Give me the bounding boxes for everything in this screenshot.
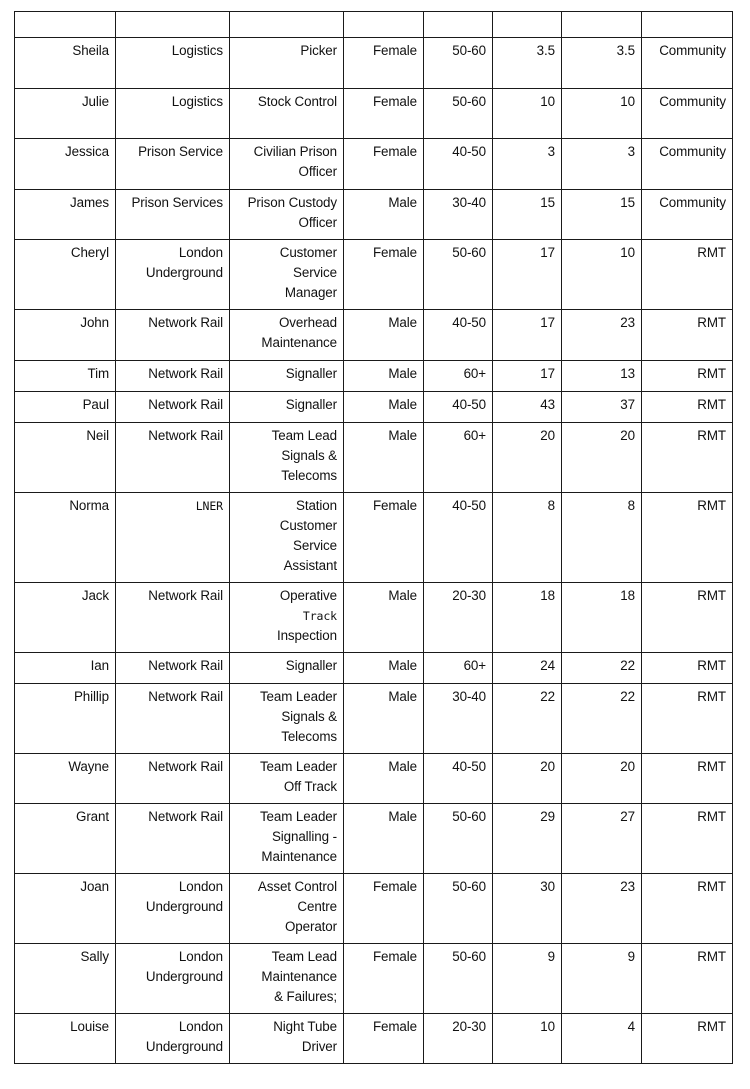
organisation-cell [116, 944, 230, 1014]
gender-cell: Male [344, 804, 424, 874]
union-cell: RMT [642, 392, 733, 423]
age-cell: 60+ [424, 653, 493, 684]
age-cell: 40-50 [424, 392, 493, 423]
role-cell-line: Off Track [283, 779, 337, 794]
role-cell-line: Service [293, 538, 337, 553]
name-cell: Joan [15, 874, 116, 944]
header-cell [642, 12, 733, 38]
value-a-cell: 22 [493, 684, 562, 754]
role-cell-line: Team Leader [259, 689, 337, 704]
role-cell [230, 754, 344, 804]
value-b-cell: 20 [562, 754, 642, 804]
name-cell: Neil [15, 423, 116, 493]
value-b-cell: 23 [562, 874, 642, 944]
organisation-cell [116, 423, 230, 493]
organisation-cell [116, 392, 230, 423]
table-body [15, 12, 733, 1064]
name-cell: Jack [15, 583, 116, 653]
name-cell: Julie [15, 89, 116, 139]
union-cell: RMT [642, 874, 733, 944]
value-a-cell: 10 [493, 89, 562, 139]
role-cell [230, 1014, 344, 1064]
value-b-cell: 9 [562, 944, 642, 1014]
role-cell-line: Signaller [285, 658, 337, 673]
value-a-cell: 20 [493, 754, 562, 804]
role-cell-line: Signals & [281, 448, 337, 463]
organisation-cell [116, 1014, 230, 1064]
value-b-cell: 18 [562, 583, 642, 653]
role-cell-line: Stock Control [257, 94, 337, 109]
union-cell: RMT [642, 493, 733, 583]
union-cell: RMT [642, 684, 733, 754]
role-cell-line: Signaller [285, 397, 337, 412]
age-cell: 20-30 [424, 1014, 493, 1064]
value-a-cell: 24 [493, 653, 562, 684]
name-cell: Phillip [15, 684, 116, 754]
organisation-cell-line: Network Rail [148, 366, 223, 381]
value-a-cell: 20 [493, 423, 562, 493]
gender-cell: Male [344, 392, 424, 423]
value-b-cell: 10 [562, 89, 642, 139]
table-row [15, 1014, 733, 1064]
organisation-cell [116, 804, 230, 874]
value-a-cell: 30 [493, 874, 562, 944]
gender-cell: Male [344, 361, 424, 392]
value-b-cell: 37 [562, 392, 642, 423]
gender-cell: Male [344, 190, 424, 240]
organisation-cell-line: Network Rail [148, 588, 223, 603]
header-cell [344, 12, 424, 38]
age-cell: 40-50 [424, 310, 493, 361]
age-cell: 50-60 [424, 804, 493, 874]
gender-cell: Female [344, 493, 424, 583]
value-a-cell: 3 [493, 139, 562, 190]
age-cell: 50-60 [424, 38, 493, 89]
union-cell: RMT [642, 423, 733, 493]
header-cell [493, 12, 562, 38]
union-cell: RMT [642, 804, 733, 874]
age-cell: 40-50 [424, 493, 493, 583]
organisation-cell-line: Network Rail [148, 809, 223, 824]
name-cell: Sheila [15, 38, 116, 89]
table-row [15, 944, 733, 1014]
gender-cell: Female [344, 874, 424, 944]
value-a-cell: 18 [493, 583, 562, 653]
table-row [15, 89, 733, 139]
role-cell-line: Maintenance [261, 849, 337, 864]
organisation-cell [116, 361, 230, 392]
gender-cell: Male [344, 754, 424, 804]
union-cell: RMT [642, 583, 733, 653]
role-cell [230, 240, 344, 310]
role-cell-line: Operator [284, 919, 337, 934]
gender-cell: Female [344, 38, 424, 89]
age-cell: 30-40 [424, 684, 493, 754]
value-a-cell: 10 [493, 1014, 562, 1064]
organisation-cell [116, 653, 230, 684]
role-cell [230, 944, 344, 1014]
role-cell-line: Picker [300, 43, 337, 58]
role-cell [230, 804, 344, 874]
role-cell-line: Officer [298, 164, 337, 179]
name-cell: Grant [15, 804, 116, 874]
organisation-cell-line: Underground [145, 1039, 223, 1054]
role-cell-line: Track [302, 609, 337, 623]
name-cell: Cheryl [15, 240, 116, 310]
role-cell-line: Service [293, 265, 337, 280]
value-b-cell: 22 [562, 684, 642, 754]
table-row [15, 190, 733, 240]
role-cell-line: Maintenance [261, 969, 337, 984]
role-cell-line: Team Leader [259, 759, 337, 774]
gender-cell: Female [344, 1014, 424, 1064]
value-b-cell: 10 [562, 240, 642, 310]
header-cell [116, 12, 230, 38]
role-cell [230, 392, 344, 423]
organisation-cell [116, 493, 230, 583]
role-cell [230, 423, 344, 493]
name-cell: Sally [15, 944, 116, 1014]
age-cell: 30-40 [424, 190, 493, 240]
name-cell: Norma [15, 493, 116, 583]
organisation-cell-line: Logistics [171, 94, 223, 109]
union-cell: RMT [642, 361, 733, 392]
name-cell: Jessica [15, 139, 116, 190]
value-a-cell: 29 [493, 804, 562, 874]
gender-cell: Male [344, 653, 424, 684]
participants-table [14, 11, 733, 1064]
gender-cell: Female [344, 944, 424, 1014]
header-cell [15, 12, 116, 38]
role-cell [230, 583, 344, 653]
table-row [15, 493, 733, 583]
organisation-cell-line: London [178, 1019, 223, 1034]
organisation-cell-line: Network Rail [148, 315, 223, 330]
role-cell [230, 874, 344, 944]
organisation-cell [116, 684, 230, 754]
organisation-cell [116, 190, 230, 240]
role-cell-line: Customer [279, 245, 337, 260]
table-row [15, 583, 733, 653]
header-cell [562, 12, 642, 38]
union-cell: RMT [642, 944, 733, 1014]
value-a-cell: 43 [493, 392, 562, 423]
value-a-cell: 17 [493, 240, 562, 310]
value-b-cell: 15 [562, 190, 642, 240]
table-row [15, 310, 733, 361]
name-cell: James [15, 190, 116, 240]
role-cell [230, 190, 344, 240]
organisation-cell [116, 139, 230, 190]
age-cell: 40-50 [424, 139, 493, 190]
header-cell [424, 12, 493, 38]
organisation-cell-line: Underground [145, 899, 223, 914]
table-row [15, 361, 733, 392]
organisation-cell [116, 754, 230, 804]
role-cell-line: Telecoms [281, 729, 337, 744]
gender-cell: Male [344, 583, 424, 653]
organisation-cell [116, 874, 230, 944]
role-cell-line: Maintenance [261, 335, 337, 350]
union-cell: RMT [642, 1014, 733, 1064]
role-cell-line: Team Leader [259, 809, 337, 824]
age-cell: 60+ [424, 361, 493, 392]
role-cell-line: Signals & [281, 709, 337, 724]
table-row [15, 684, 733, 754]
organisation-cell-line: Underground [145, 969, 223, 984]
role-cell-line: Night Tube [273, 1019, 337, 1034]
union-cell: Community [642, 139, 733, 190]
role-cell-line: Overhead [278, 315, 337, 330]
union-cell: Community [642, 89, 733, 139]
organisation-cell-line: Network Rail [148, 759, 223, 774]
value-b-cell: 4 [562, 1014, 642, 1064]
value-b-cell: 27 [562, 804, 642, 874]
role-cell-line: Asset Control [257, 879, 337, 894]
value-b-cell: 13 [562, 361, 642, 392]
gender-cell: Male [344, 684, 424, 754]
name-cell: Wayne [15, 754, 116, 804]
age-cell: 20-30 [424, 583, 493, 653]
role-cell-line: Team Lead [271, 949, 337, 964]
role-cell-line: Team Lead [271, 428, 337, 443]
value-b-cell: 20 [562, 423, 642, 493]
role-cell [230, 684, 344, 754]
role-cell-line: Centre [297, 899, 337, 914]
value-b-cell: 3 [562, 139, 642, 190]
organisation-cell-line: Network Rail [148, 658, 223, 673]
name-cell: Tim [15, 361, 116, 392]
value-a-cell: 17 [493, 310, 562, 361]
header-cell [230, 12, 344, 38]
gender-cell: Female [344, 139, 424, 190]
organisation-cell [116, 89, 230, 139]
organisation-cell [116, 310, 230, 361]
role-cell [230, 361, 344, 392]
role-cell-line: Driver [301, 1039, 337, 1054]
role-cell-line: Signaller [285, 366, 337, 381]
role-cell-line: Manager [284, 285, 337, 300]
role-cell [230, 89, 344, 139]
role-cell-line: Assistant [283, 558, 337, 573]
organisation-cell-line: Prison Services [131, 195, 223, 210]
union-cell: Community [642, 38, 733, 89]
value-a-cell: 17 [493, 361, 562, 392]
value-a-cell: 15 [493, 190, 562, 240]
role-cell-line: Civilian Prison [253, 144, 337, 159]
role-cell-line: Officer [298, 215, 337, 230]
age-cell: 50-60 [424, 944, 493, 1014]
union-cell: RMT [642, 240, 733, 310]
role-cell-line: & Failures; [274, 989, 337, 1004]
age-cell: 50-60 [424, 874, 493, 944]
union-cell: RMT [642, 653, 733, 684]
organisation-cell-line: London [178, 879, 223, 894]
header-row [15, 12, 733, 38]
name-cell: John [15, 310, 116, 361]
union-cell: RMT [642, 310, 733, 361]
role-cell-line: Prison Custody [247, 195, 337, 210]
table-row [15, 139, 733, 190]
table-row [15, 240, 733, 310]
table-row [15, 653, 733, 684]
organisation-cell [116, 38, 230, 89]
name-cell: Paul [15, 392, 116, 423]
age-cell: 50-60 [424, 89, 493, 139]
organisation-cell [116, 583, 230, 653]
table-row [15, 392, 733, 423]
role-cell [230, 38, 344, 89]
role-cell-line: Station [296, 498, 337, 513]
union-cell: RMT [642, 754, 733, 804]
age-cell: 60+ [424, 423, 493, 493]
name-cell: Louise [15, 1014, 116, 1064]
gender-cell: Female [344, 89, 424, 139]
union-cell: Community [642, 190, 733, 240]
organisation-cell-line: London [178, 245, 223, 260]
role-cell-line: Inspection [276, 628, 337, 643]
table-row [15, 754, 733, 804]
value-b-cell: 3.5 [562, 38, 642, 89]
value-b-cell: 22 [562, 653, 642, 684]
organisation-cell-line: Underground [145, 265, 223, 280]
table-row [15, 804, 733, 874]
table-row [15, 874, 733, 944]
organisation-cell-line: Prison Service [138, 144, 223, 159]
organisation-cell-line: Network Rail [148, 428, 223, 443]
value-a-cell: 9 [493, 944, 562, 1014]
role-cell [230, 493, 344, 583]
name-cell: Ian [15, 653, 116, 684]
role-cell-line: Signalling - [271, 829, 337, 844]
role-cell [230, 653, 344, 684]
value-a-cell: 3.5 [493, 38, 562, 89]
role-cell [230, 310, 344, 361]
organisation-cell-line: Network Rail [148, 689, 223, 704]
age-cell: 50-60 [424, 240, 493, 310]
table-row [15, 38, 733, 89]
value-a-cell: 8 [493, 493, 562, 583]
gender-cell: Male [344, 310, 424, 361]
organisation-cell-line: Network Rail [148, 397, 223, 412]
age-cell: 40-50 [424, 754, 493, 804]
organisation-cell [116, 240, 230, 310]
value-b-cell: 8 [562, 493, 642, 583]
role-cell [230, 139, 344, 190]
gender-cell: Female [344, 240, 424, 310]
organisation-cell-line: Logistics [171, 43, 223, 58]
value-b-cell: 23 [562, 310, 642, 361]
gender-cell: Male [344, 423, 424, 493]
role-cell-line: Operative [279, 588, 337, 603]
organisation-cell-line: London [178, 949, 223, 964]
role-cell-line: Customer [279, 518, 337, 533]
table-row [15, 423, 733, 493]
role-cell-line: Telecoms [281, 468, 337, 483]
organisation-cell-line: LNER [195, 499, 223, 513]
